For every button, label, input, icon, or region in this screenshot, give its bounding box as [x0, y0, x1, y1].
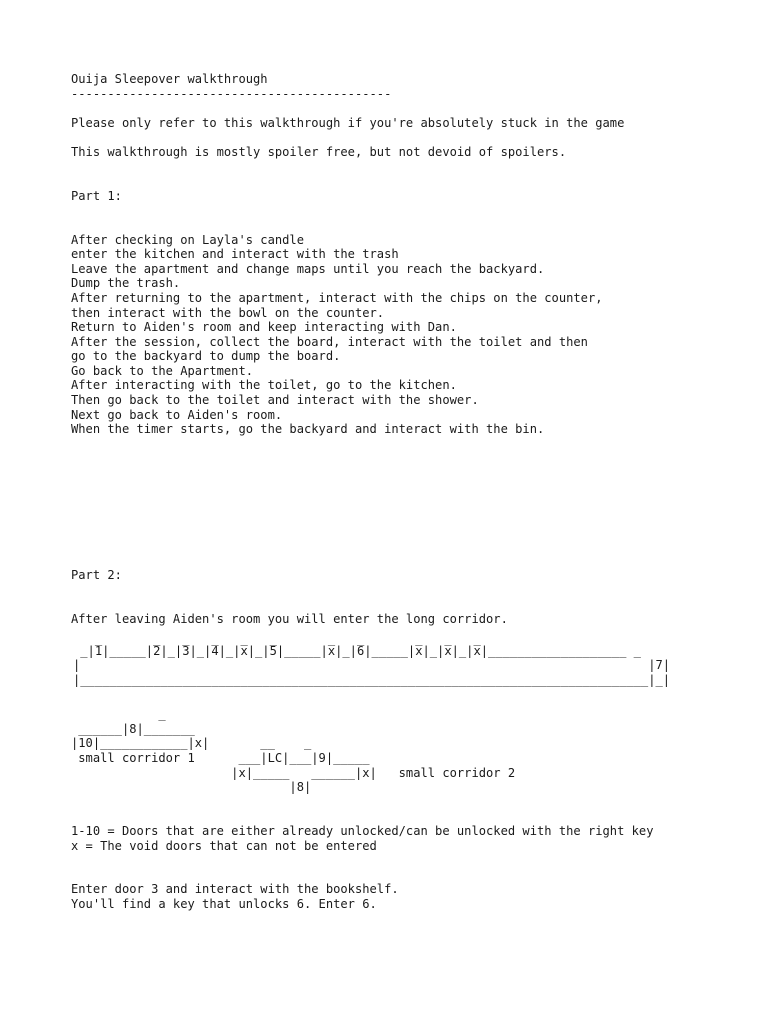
small-corridors-map	[71, 707, 761, 795]
part1-steps	[71, 233, 761, 437]
blank-line	[71, 853, 761, 868]
walkthrough-document	[71, 72, 761, 912]
blank-line	[71, 174, 761, 189]
part1-step-line: Leave the apartment and change maps until you reach the backyard.	[71, 261, 545, 276]
title-divider: --------------------------------------------	[71, 86, 392, 101]
intro-spoiler-note: This walkthrough is mostly spoiler free, but not devoid of spoilers.	[71, 144, 567, 159]
part1-step-line: Next go back to Aiden's room.	[71, 407, 283, 422]
part2-heading: Part 2:	[71, 567, 122, 582]
blank-line	[71, 868, 761, 883]
part1-step-line: Then go back to the toilet and interact with the shower.	[71, 393, 479, 408]
part1-step-line: then interact with the bowl on the counter.	[71, 305, 385, 320]
blank-line	[71, 688, 761, 703]
small-corridor-art-row: ______|8|_______	[71, 721, 195, 736]
small-corridor-art-row: |x|_____ ______|x| small corridor 2	[71, 765, 516, 780]
spacer	[71, 437, 761, 568]
small-corridor-art-row: |8|	[71, 780, 312, 795]
part1-heading: Part 1:	[71, 188, 122, 203]
small-corridor-art-row: small corridor 1 ___|LC|___|9|_____	[71, 750, 370, 765]
part1-step-line: After interacting with the toilet, go to the kitchen.	[71, 378, 457, 393]
blank-line	[71, 203, 761, 218]
small-corridor-art-row: |10|____________|x| __ _	[71, 736, 312, 751]
long-corridor-map	[73, 644, 761, 688]
part1-step-line: Go back to the Apartment.	[71, 363, 254, 378]
blank-line	[71, 130, 761, 145]
long-corridor-art-row: _|̅1|_____|̅2|_|̅3|_|̅4|_|x̅|_|̅5|_____|x̅|_|̅6|_____|x̅|_|x̅|_|x̅|___________________ _	[73, 643, 641, 658]
step-enter-door-3: Enter door 3 and interact with the bookshelf.	[71, 882, 399, 897]
blank-line	[71, 626, 761, 641]
part1-step-line: After returning to the apartment, interact with the chips on the counter,	[71, 290, 603, 305]
step-key-door-6: You'll find a key that unlocks 6. Enter 6.	[71, 896, 377, 911]
part1-step-line: After checking on Layla's candle	[71, 232, 304, 247]
blank-line	[71, 101, 761, 116]
small-corridor-art-row: _	[71, 707, 166, 722]
part1-step-line: When the timer starts, go the backyard and interact with the bin.	[71, 422, 545, 437]
part1-step-line: go to the backyard to dump the board.	[71, 349, 341, 364]
part1-step-line: Dump the trash.	[71, 276, 181, 291]
long-corridor-art-row: | |7|	[73, 658, 671, 673]
blank-line	[71, 809, 761, 824]
long-corridor-art-row: |______________________________________________________________________________|_|	[73, 673, 671, 687]
blank-line	[71, 160, 761, 175]
intro-disclaimer: Please only refer to this walkthrough if you're absolutely stuck in the game	[71, 115, 625, 130]
part1-step-line: Return to Aiden's room and keep interacting with Dan.	[71, 320, 457, 335]
legend-void-doors: x = The void doors that can not be entered	[71, 838, 377, 853]
blank-line	[71, 597, 761, 612]
blank-line	[71, 582, 761, 597]
part2-intro: After leaving Aiden's room you will enter the long corridor.	[71, 611, 508, 626]
blank-line	[71, 218, 761, 233]
part1-step-line: After the session, collect the board, interact with the toilet and then	[71, 334, 588, 349]
part1-step-line: enter the kitchen and interact with the trash	[71, 247, 399, 262]
blank-line	[71, 795, 761, 810]
document-title: Ouija Sleepover walkthrough	[71, 72, 268, 86]
legend-doors: 1-10 = Doors that are either already unlocked/can be unlocked with the right key	[71, 823, 654, 838]
